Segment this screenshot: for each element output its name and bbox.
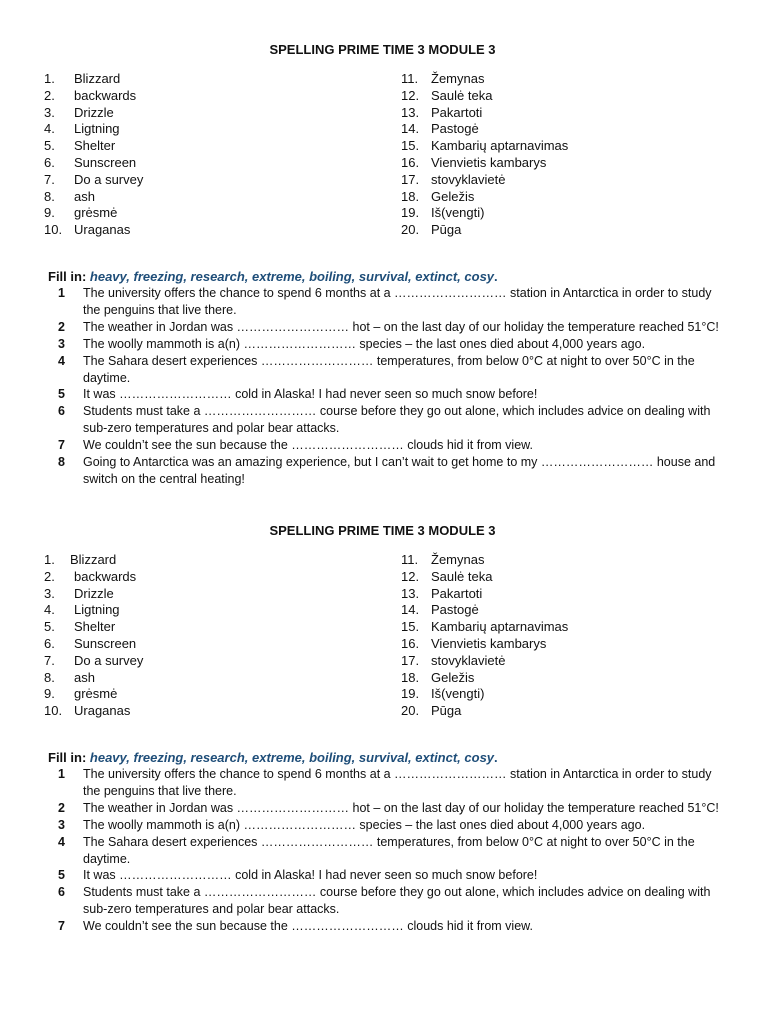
word-item: 16. Vienvietis kambarys bbox=[401, 635, 547, 651]
exercise-item: 6 Students must take a ……………………… course before they go out alone, which includes advice on dealing with sub-zero temperatures and polar bear attacks. bbox=[58, 885, 711, 917]
word-item: 8. ash bbox=[44, 669, 95, 685]
word-item: 8. ash bbox=[44, 188, 95, 204]
exercise-item: 3 The woolly mammoth is a(n) ……………………… species – the last ones died about 4,000 years ago. bbox=[58, 336, 646, 351]
word-item: 17. stovyklavietė bbox=[401, 652, 506, 668]
page-title: SPELLING PRIME TIME 3 MODULE 3 bbox=[269, 523, 496, 538]
word-item: 3. Drizzle bbox=[44, 585, 114, 601]
word-item: 18. Geležis bbox=[401, 669, 475, 685]
word-item: 5. Shelter bbox=[44, 138, 116, 154]
word-item: 1. Blizzard bbox=[44, 71, 121, 86]
word-item: 19. Iš(vengti) bbox=[401, 686, 485, 702]
exercise-item: 6 Students must take a ……………………… course before they go out alone, which includes advice on dealing with sub-zero temperatures and polar bear attacks. bbox=[58, 404, 711, 436]
word-item: 14. Pastogė bbox=[401, 121, 479, 137]
exercise-item: 1 The university offers the chance to spend 6 months at a ……………………… station in Antarctica in order to study the penguins that live there. bbox=[58, 286, 712, 317]
exercise-item: 1 The university offers the chance to spend 6 months at a ……………………… station in Antarctica in order to study the penguins that live there. bbox=[58, 767, 712, 798]
word-item: 1. Blizzard bbox=[44, 552, 117, 567]
word-list bbox=[0, 552, 768, 720]
word-item: 2. backwards bbox=[44, 87, 137, 103]
word-item: 20. Pūga bbox=[401, 222, 462, 238]
word-item: 12. Saulė teka bbox=[401, 568, 493, 584]
word-item: 11. Žemynas bbox=[401, 552, 485, 567]
word-item: 4. Ligtning bbox=[44, 602, 120, 618]
word-column-left bbox=[44, 71, 364, 239]
exercise-item: 3 The woolly mammoth is a(n) ……………………… species – the last ones died about 4,000 years ago. bbox=[58, 817, 646, 832]
word-column-left bbox=[44, 552, 364, 720]
exercise-list bbox=[0, 766, 768, 935]
word-item: 6. Sunscreen bbox=[44, 635, 137, 651]
word-item: 19. Iš(vengti) bbox=[401, 205, 485, 221]
word-item: 13. Pakartoti bbox=[401, 104, 483, 120]
word-item: 5. Shelter bbox=[44, 619, 116, 635]
page-title: SPELLING PRIME TIME 3 MODULE 3 bbox=[269, 42, 496, 57]
word-item: 2. backwards bbox=[44, 568, 137, 584]
word-item: 16. Vienvietis kambarys bbox=[401, 154, 547, 170]
worksheet-section-2 bbox=[0, 521, 768, 935]
word-item: 4. Ligtning bbox=[44, 121, 120, 137]
exercise-item: 7 We couldn’t see the sun because the ……………………… clouds hid it from view. bbox=[58, 438, 533, 453]
exercise-item: 4 The Sahara desert experiences ……………………… temperatures, from below 0°C at night to over 50°C in the daytime. bbox=[58, 834, 695, 866]
word-item: 10. Uraganas bbox=[44, 703, 131, 719]
word-item: 6. Sunscreen bbox=[44, 154, 137, 170]
exercise-item: 8 Going to Antarctica was an amazing experience, but I can’t wait to get home to my ……………………… house and switch on the central heating! bbox=[58, 455, 716, 486]
word-item: 9. grėsmė bbox=[44, 205, 118, 221]
word-item: 13. Pakartoti bbox=[401, 585, 483, 601]
exercise-item: 2 The weather in Jordan was ……………………… hot – on the last day of our holiday the temperature reached 51°C! bbox=[58, 319, 719, 334]
exercise-list bbox=[0, 285, 768, 488]
word-item: 7. Do a survey bbox=[44, 652, 144, 668]
word-item: 20. Pūga bbox=[401, 703, 462, 719]
word-column-right bbox=[401, 552, 721, 720]
word-item: 17. stovyklavietė bbox=[401, 171, 506, 187]
exercise-item: 5 It was ……………………… cold in Alaska! I had never seen so much snow before! bbox=[58, 868, 538, 883]
word-item: 9. grėsmė bbox=[44, 686, 118, 702]
word-item: 12. Saulė teka bbox=[401, 87, 493, 103]
exercise-item: 2 The weather in Jordan was ……………………… hot – on the last day of our holiday the temperature reached 51°C! bbox=[58, 800, 719, 815]
exercise-item: 5 It was ……………………… cold in Alaska! I had never seen so much snow before! bbox=[58, 387, 538, 402]
word-item: 14. Pastogė bbox=[401, 602, 479, 618]
word-column-right bbox=[401, 71, 721, 239]
exercise-item: 7 We couldn’t see the sun because the ……………………… clouds hid it from view. bbox=[58, 919, 533, 934]
word-item: 7. Do a survey bbox=[44, 171, 144, 187]
fill-in-instruction: Fill in: heavy, freezing, research, extreme, boiling, survival, extinct, cosy. bbox=[48, 269, 498, 284]
word-item: 18. Geležis bbox=[401, 188, 475, 204]
word-item: 15. Kambarių aptarnavimas bbox=[401, 619, 569, 635]
word-item: 11. Žemynas bbox=[401, 71, 485, 86]
word-item: 15. Kambarių aptarnavimas bbox=[401, 138, 569, 154]
word-item: 10. Uraganas bbox=[44, 222, 131, 238]
fill-in-instruction: Fill in: heavy, freezing, research, extreme, boiling, survival, extinct, cosy. bbox=[48, 750, 498, 765]
word-list bbox=[0, 71, 768, 239]
word-item: 3. Drizzle bbox=[44, 104, 114, 120]
exercise-item: 4 The Sahara desert experiences ……………………… temperatures, from below 0°C at night to over 50°C in the daytime. bbox=[58, 353, 695, 385]
worksheet-section-1 bbox=[0, 40, 768, 488]
